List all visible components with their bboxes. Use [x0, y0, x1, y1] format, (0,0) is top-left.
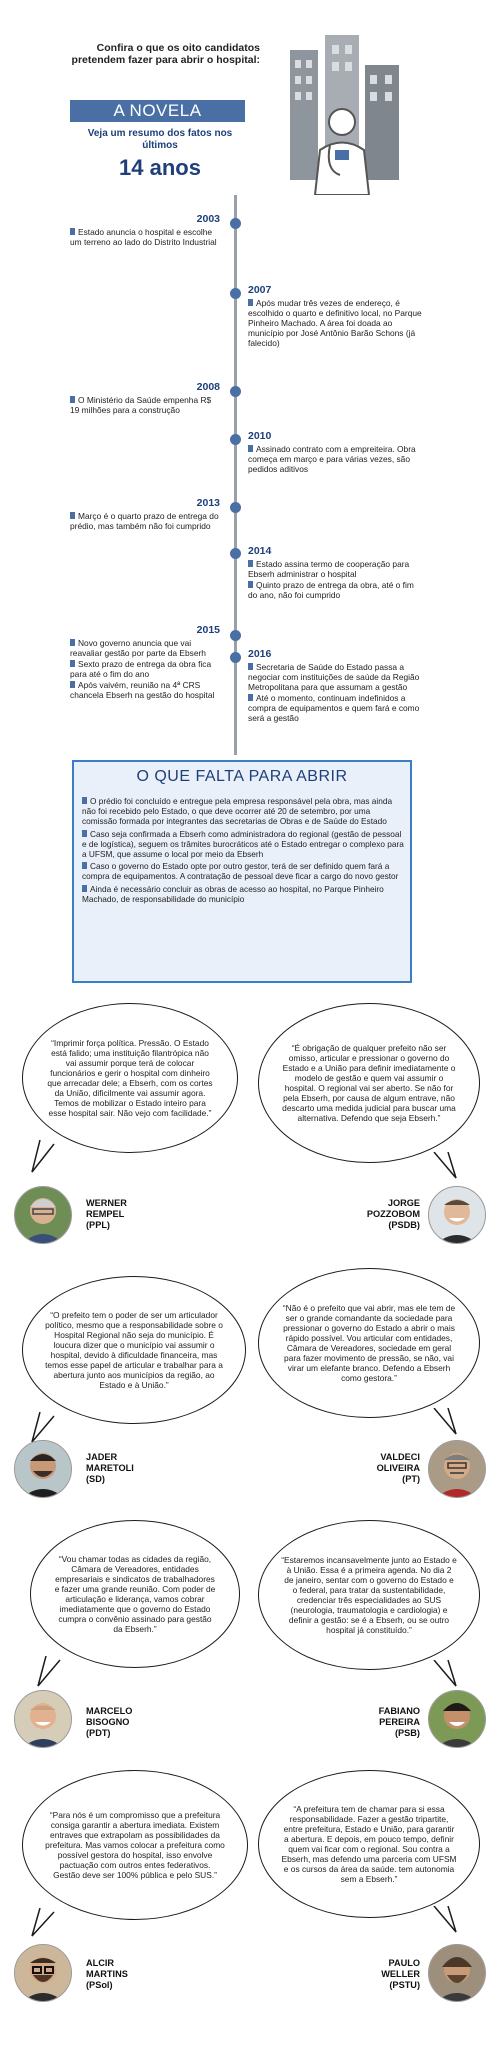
quote-bubble-valdeci-oliveira [258, 1268, 480, 1418]
timeline-year-2008: 2008 [196, 381, 220, 393]
quote-text: “É obrigação de qualquer prefeito não ser omisso, articular e pressionar o governo do Estado e a União para definir imediatamente o modelo de gestão e quem vai assumir o hospital. O regional vai ser aberto. Se não for pela Ebserh, por causa de algum entrave, não descarto uma medida judicial para buscar uma alternativa. Defendo que seja Ebserh.” [282, 1043, 456, 1123]
timeline-event-2013 [70, 511, 220, 532]
timeline-year-2013: 2013 [196, 497, 220, 509]
bubble-tail [430, 1152, 460, 1182]
quote-text: “O prefeito tem o poder de ser um articulador político, mesmo que a responsabilidade sobre o Hospital Regional não seja do município. É loucura dizer que o município vai assumir o hospital, devido à dificuldade financeira, mas temos esse papel de articular e trabalhar para a abertura junto aos municípios da região, ao Estado e à União.” [45, 1310, 223, 1390]
candidate-name-marcelo-bisogno: MARCELO BISOGNO (PDT) [86, 1706, 133, 1738]
event-item: Sexto prazo de entrega da obra fica para até o fim do ano [70, 659, 220, 679]
candidate-name-fabiano-pereira: FABIANO PEREIRA (PSB) [378, 1706, 420, 1738]
event-item: Estado assina termo de cooperação para Ebserh administrar o hospital [248, 559, 423, 579]
timeline-year-2003: 2003 [196, 213, 220, 225]
bubble-tail [30, 1140, 60, 1175]
bubble-tail [30, 1908, 60, 1938]
bubble-tail [430, 1906, 460, 1936]
avatar-valdeci-oliveira [428, 1440, 486, 1498]
quote-text: “Vou chamar todas as cidades da região, Câmara de Vereadores, entidades empresariais e sindicatos de trabalhadores e fazer uma grande reunião. Com poder de articulação e liderança, vamos cobrar imediatamente que o governo do Estado cumpra o convênio assinado para gestão da Ebserh.” [54, 1554, 216, 1634]
quote-text: “Estaremos incansavelmente junto ao Estado e à União. Essa é a primeira agenda. No dia 2 de janeiro, sentar com o governo do Estado e o federal, para tratar da sustentabilidade, credenciar três especialidades ao SUS (neurologia, traumatologia e cardiologia) e definir a gestão: se é a Ebserh, ou se outro hospital já constituído.” [281, 1555, 457, 1635]
candidate-name-werner-rempel: WERNER REMPEL (PPL) [86, 1198, 127, 1230]
avatar-jader-maretoli [14, 1440, 72, 1498]
avatar-marcelo-bisogno [14, 1690, 72, 1748]
timeline-event-2007 [248, 298, 423, 349]
timeline-event-2010 [248, 444, 423, 475]
missing-item: O prédio foi concluído e entregue pela empresa responsável pela obra, mas ainda não foi recebido pelo Estado, o que deve ocorrer até 20 de setembro, por uma comissão formada por integrantes das secretarias de Obras e de Saúde do Estado [82, 796, 404, 827]
quote-bubble-marcelo-bisogno [30, 1520, 240, 1668]
timeline-dot [230, 652, 241, 663]
timeline-year-2014: 2014 [248, 545, 272, 557]
event-item: Novo governo anuncia que vai reavaliar gestão por parte da Ebserh [70, 638, 220, 658]
avatar-paulo-weller [428, 1944, 486, 2002]
timeline-dot [230, 434, 241, 445]
timeline-event-2015 [70, 638, 220, 701]
quote-text: “Para nós é um compromisso que a prefeitura consiga garantir a abertura imediata. Existem entraves que extrapolam as possibilidades da prefeitura. Mas vamos colocar a prefeitura como possível gestora do hospital, isso envolve pactuação com outros entes federativos. Gestão deve ser 100% pública e pelo SUS.” [45, 1810, 225, 1880]
bubble-tail [430, 1408, 460, 1438]
novela-banner: A NOVELA [70, 100, 245, 122]
timeline-dot [230, 288, 241, 299]
candidate-name-jorge-pozzobom: JORGE POZZOBOM (PSDB) [366, 1198, 420, 1230]
candidate-name-jader-maretoli: JADER MARETOLI (SD) [86, 1452, 134, 1484]
timeline-dot [230, 630, 241, 641]
event-item: Assinado contrato com a empreiteira. Obra começa em março e para várias vezes, são pedidos aditivos [248, 444, 423, 474]
timeline-event-2014 [248, 559, 423, 601]
quote-text: “Não é o prefeito que vai abrir, mas ele tem de ser o grande comandante da sociedade para pressionar o governo do Estado a abrir o mais rápido possível. Vou articular com entidades, Câmara de Vereadores, sociedade em geral para fazer movimento de pressão, se não, vai virar um elefante branco. Defendo a Ebserh como gestora.” [282, 1303, 456, 1383]
candidate-name-paulo-weller: PAULO WELLER (PSTU) [381, 1958, 420, 1990]
quote-bubble-jorge-pozzobom [258, 1003, 480, 1163]
event-item: Quinto prazo de entrega da obra, até o fim do ano, não foi cumprido [248, 580, 423, 600]
avatar-jorge-pozzobom [428, 1186, 486, 1244]
hospital-doctor-illustration [270, 30, 420, 195]
avatar-werner-rempel [14, 1186, 72, 1244]
quote-bubble-fabiano-pereira [258, 1520, 480, 1670]
event-item: Após mudar três vezes de endereço, é escolhido o quarto e definitivo local, no Parque Pinheiro Machado. A área foi doada ao município por José Antônio Barão Schons (já falecido) [248, 298, 422, 348]
quote-text: “Imprimir força política. Pressão. O Estado está falido; uma instituição filantrópica não vai assumir porque terá de colocar funcionários e gerir o hospital com dinheiro que arrecadar dele; a Ebserh, com os cortes da União, dificilmente vai assumir agora. Temos de mobilizar o Estado inteiro para esse hospital sair. Não vejo com facilidade.” [47, 1038, 213, 1118]
quote-bubble-jader-maretoli [22, 1276, 246, 1424]
missing-item: Caso o governo do Estado opte por outro gestor, terá de ser definido quem fará a compra de equipamentos. A contratação de pessoal deve ficar a cargo do novo gestor [82, 861, 404, 881]
missing-item: Caso seja confirmada a Ebserh como administradora do regional (gestão de pessoal e de logística), seguem os trâmites burocráticos até o Estado entregar o complexo para a UFSM, que assume o local por meio da Ebserh [82, 828, 404, 860]
what-is-missing-title: O QUE FALTA PARA ABRIR [136, 768, 348, 785]
quote-bubble-alcir-martins [22, 1770, 248, 1920]
timeline-dot [230, 386, 241, 397]
event-item: O Ministério da Saúde empenha R$ 19 milhões para a construção [70, 395, 220, 415]
event-item: Até o momento, continuam indefinidos a compra de equipamentos e quem fará e como será a gestão [248, 693, 423, 723]
quote-bubble-werner-rempel [22, 1003, 238, 1153]
timeline-dot [230, 218, 241, 229]
what-is-missing-list [82, 796, 404, 906]
event-item: Após vaivém, reunião na 4ª CRS chancela Ebserh na gestão do hospital [70, 680, 220, 700]
bubble-tail [430, 1660, 460, 1690]
missing-item: Ainda é necessário concluir as obras de acesso ao hospital, no Parque Pinheiro Machado, de responsabilidade do município [82, 884, 404, 904]
avatar-fabiano-pereira [428, 1690, 486, 1748]
avatar-alcir-martins [14, 1944, 72, 2002]
quote-bubble-paulo-weller [258, 1770, 480, 1918]
timeline-event-2016 [248, 662, 423, 724]
timeline-event-2003 [70, 227, 220, 248]
bubble-tail [36, 1656, 66, 1688]
timeline-line [234, 195, 237, 755]
event-item: Secretaria de Saúde do Estado passa a negociar com instituições de saúde da Região Metropolitana para que assumam a gestão [248, 662, 423, 692]
header-question: Confira o que os oito candidatos pretendem fazer para abrir o hospital: [71, 42, 260, 66]
timeline-event-2008 [70, 395, 220, 416]
event-item: Março é o quarto prazo de entrega do prédio, mas também não foi cumprido [70, 511, 219, 531]
timeline-year-2010: 2010 [248, 430, 272, 442]
summary-text: Veja um resumo dos fatos nos últimos [87, 128, 233, 151]
quote-text: “A prefeitura tem de chamar para si essa responsabilidade. Fazer a gestão tripartite, entre prefeitura, Estado e União, para garantir a abertura. E depois, em pouco tempo, definir quem vai ficar com o regional. Sou contra a Ebserh, mas defendo uma parceria com UFSM e os cursos da área da saúde. tem autonomia sem a Ebserh.” [281, 1804, 457, 1884]
years-heading: 14 anos [119, 155, 201, 180]
event-item: Estado anuncia o hospital e escolhe um terreno ao lado do Distrito Industrial [70, 227, 220, 247]
timeline-year-2007: 2007 [248, 284, 272, 296]
timeline-year-2015: 2015 [196, 624, 220, 636]
candidate-name-valdeci-oliveira: VALDECI OLIVEIRA (PT) [376, 1452, 420, 1484]
timeline-dot [230, 548, 241, 559]
candidate-name-alcir-martins: ALCIR MARTINS (PSol) [86, 1958, 128, 1990]
timeline-year-2016: 2016 [248, 648, 272, 660]
timeline-dot [230, 502, 241, 513]
